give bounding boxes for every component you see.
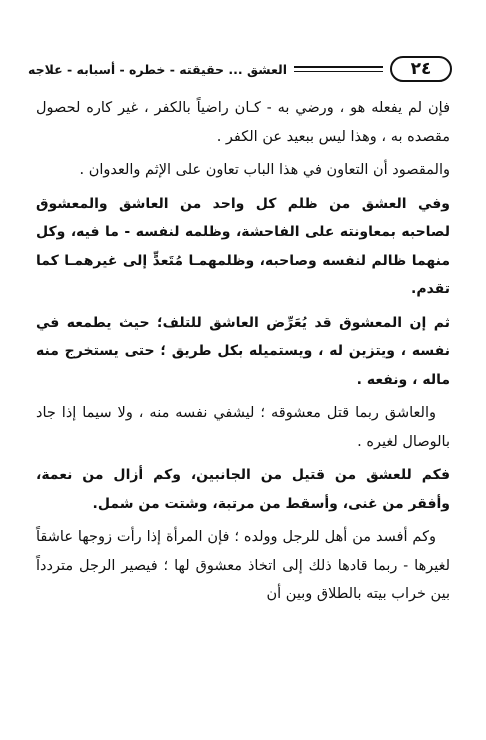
- paragraph: [36, 94, 450, 151]
- paragraph-text: ثم إن المعشوق قد يُعَرِّض العاشق للتلف؛ حيث يطمعه في نفسه ، ويتزين له ، ويستميله بكل طريق ؛ حتى يستخرج منه ماله ، ونفعه .: [36, 314, 450, 388]
- paragraph: [36, 156, 450, 185]
- paragraph-text: والمقصود أن التعاون في هذا الباب تعاون على الإثم والعدوان .: [79, 162, 450, 178]
- header-rule: [294, 66, 383, 72]
- paragraph-text: فإن لم يفعله هو ، ورضي به - كـان راضياً بالكفر ، غير كاره لحصول مقصده به ، وهذا ليس ببعيد عن الكفر .: [36, 100, 450, 145]
- paragraph-text: وفي العشق من ظلم كل واحد من العاشق والمعشوق لصاحبه بمعاونته على الفاحشة، وظلمه لنفسه - ما فيه، وكل منهما ظالم لنفسه وصاحبه، وظلمهمـا مُتَعدٍّ إلى غيرهمـا كما تقدم.: [36, 195, 450, 297]
- paragraph: [36, 309, 450, 395]
- paragraph: [36, 461, 450, 518]
- paragraph: [36, 523, 450, 609]
- paragraph: [36, 190, 450, 304]
- page-number: ٢٤: [390, 56, 452, 82]
- paragraph-text: فكم للعشق من قتيل من الجانبين، وكم أزال من نعمة، وأفقر من غنى، وأسقط من مرتبة، وشتت من شمل.: [36, 467, 450, 512]
- page-body: [36, 94, 450, 614]
- paragraph-text: والعاشق ربما قتل معشوقه ؛ ليشفي نفسه منه ، ولا سيما إذا جاد بالوصال لغيره .: [36, 405, 450, 450]
- paragraph: [36, 399, 450, 456]
- paragraph-text: وكم أفسد من أهل للرجل وولده ؛ فإن المرأة إذا رأت زوجها عاشقاً لغيرها - ربما قادها ذلك إلى اتخاذ معشوق لها ؛ فيصير الرجل متردداً بين خراب بيته بالطلاق وبين أن: [36, 529, 450, 602]
- running-title: العشق ... حقيقته - خطره - أسبابه - علاجه: [28, 61, 288, 77]
- page-header: [28, 54, 452, 84]
